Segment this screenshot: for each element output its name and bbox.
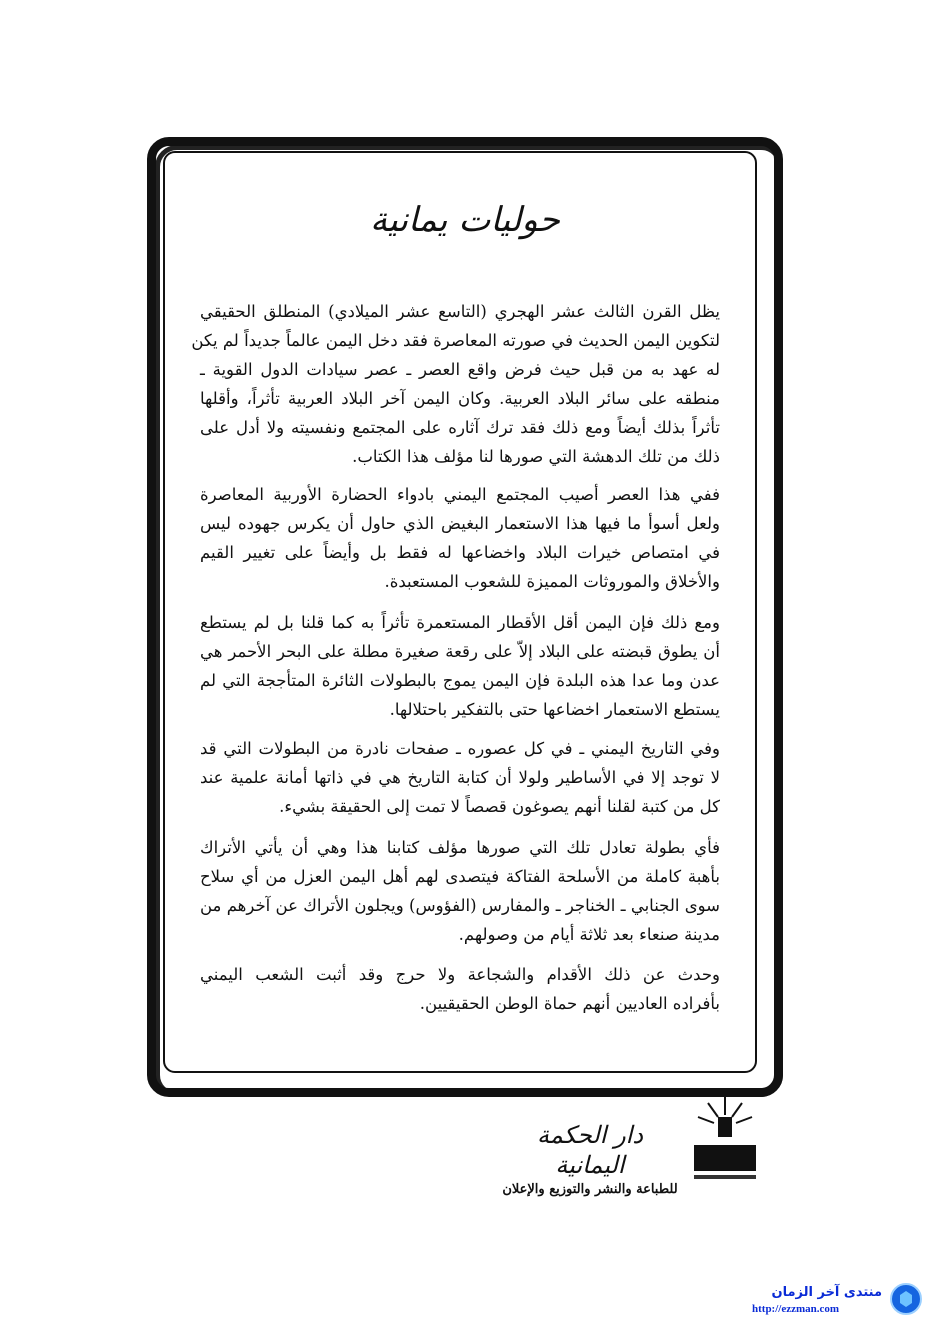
- text-line: مدينة صنعاء بعد ثلاثة أيام من وصولهم.: [458, 925, 720, 944]
- text-line: فأي بطولة تعادل تلك التي صورها مؤلف كتابنا هذا وهي أن يأتي الأتراك: [200, 838, 720, 857]
- text-line: في امتصاص خيرات البلاد واخضاعها له فقط بل وأيضاً على تغيير القيم: [200, 543, 720, 562]
- text-line: بأهبة كاملة من الأسلحة الفتاكة فيتصدى لهم أهل اليمن العزل من أي سلاح: [200, 867, 720, 886]
- text-line: ولعل أسوأ ما فيها هذا الاستعمار البغيض الذي حاول أن يكرس جهوده ليس: [200, 514, 720, 533]
- text-line: ففي هذا العصر أصيب المجتمع اليمني بادواء الحضارة الأوربية المعاصرة: [200, 485, 720, 504]
- text-line: تأثراً بذلك أيضاً ومع ذلك فقد ترك آثاره على المجتمع ونفسيته ولا أدل على: [200, 418, 721, 437]
- publisher-subtitle: للطباعة والنشر والتوزيع والإعلان: [502, 1182, 678, 1197]
- text-line: يظل القرن الثالث عشر الهجري (التاسع عشر الميلادي) المنطلق الحقيقي: [200, 302, 720, 321]
- text-line: وفي التاريخ اليمني ـ في كل عصوره ـ صفحات نادرة من البطولات التي قد: [200, 739, 720, 758]
- text-line: له عهد به من قبل حيث فرض واقع العصر ـ عصر سيادات الدول القوية ـ: [200, 360, 720, 379]
- text-line: لا توجد إلا في الأساطير ولولا أن كتابة التاريخ هي في ذاتها أمانة علمية عند: [200, 768, 720, 787]
- forum-logo-icon: [890, 1283, 922, 1315]
- text-line: يستطع الاستعمار اخضاعها حتى بالتفكير باحتلالها.: [389, 700, 720, 719]
- text-line: وحدث عن ذلك الأقدام والشجاعة ولا حرج وقد أثبت الشعب اليمني: [200, 965, 720, 984]
- text-line: والأخلاق والموروثات المميزة للشعوب المستعبدة.: [384, 572, 720, 591]
- text-line: لتكوين اليمن الحديث في صورته المعاصرة فقد دخل اليمن عالماً جديداً لم يكن: [191, 331, 720, 350]
- watermark-title: منتدى آخر الزمان: [771, 1285, 882, 1300]
- text-line: كل من كتبة لقلنا أنهم يصوغون قصصاً لا تمت إلى الحقيقة بشيء.: [279, 797, 720, 816]
- text-line: ذلك من تلك الدهشة التي صورها لنا مؤلف هذا الكتاب.: [352, 447, 720, 466]
- publisher-logo-icon: [690, 1095, 760, 1185]
- text-line: بأفراده العاديين أنهم حماة الوطن الحقيقيين.: [419, 994, 720, 1013]
- text-line: ومع ذلك فإن اليمن أقل الأقطار المستعمرة تأثراً به كما قلنا بل لم يستطع: [200, 613, 720, 632]
- text-line: أن يطوق قبضته على البلاد إلاّ على رقعة صغيرة مطلة على البحر الأحمر هي: [200, 642, 720, 661]
- watermark-url[interactable]: http://ezzman.com: [752, 1303, 840, 1315]
- book-title: حوليات يمانية: [370, 200, 560, 240]
- publisher-imprint: [500, 1120, 680, 1200]
- text-line: منطقه على سائر البلاد العربية. وكان اليمن آخر البلاد العربية تأثراً، وأقلها: [200, 389, 720, 408]
- text-line: سوى الجنابي ـ الخناجر ـ والمفارس (الفؤوس) ويجلون الأتراك عن آخرهم من: [200, 896, 720, 915]
- publisher-name: دار الحكمة اليمانية: [536, 1121, 644, 1179]
- text-line: عدن وما عدا هذه البلدة فإن اليمن يموج بالبطولات الثائرة المتأججة التي لم: [200, 671, 720, 690]
